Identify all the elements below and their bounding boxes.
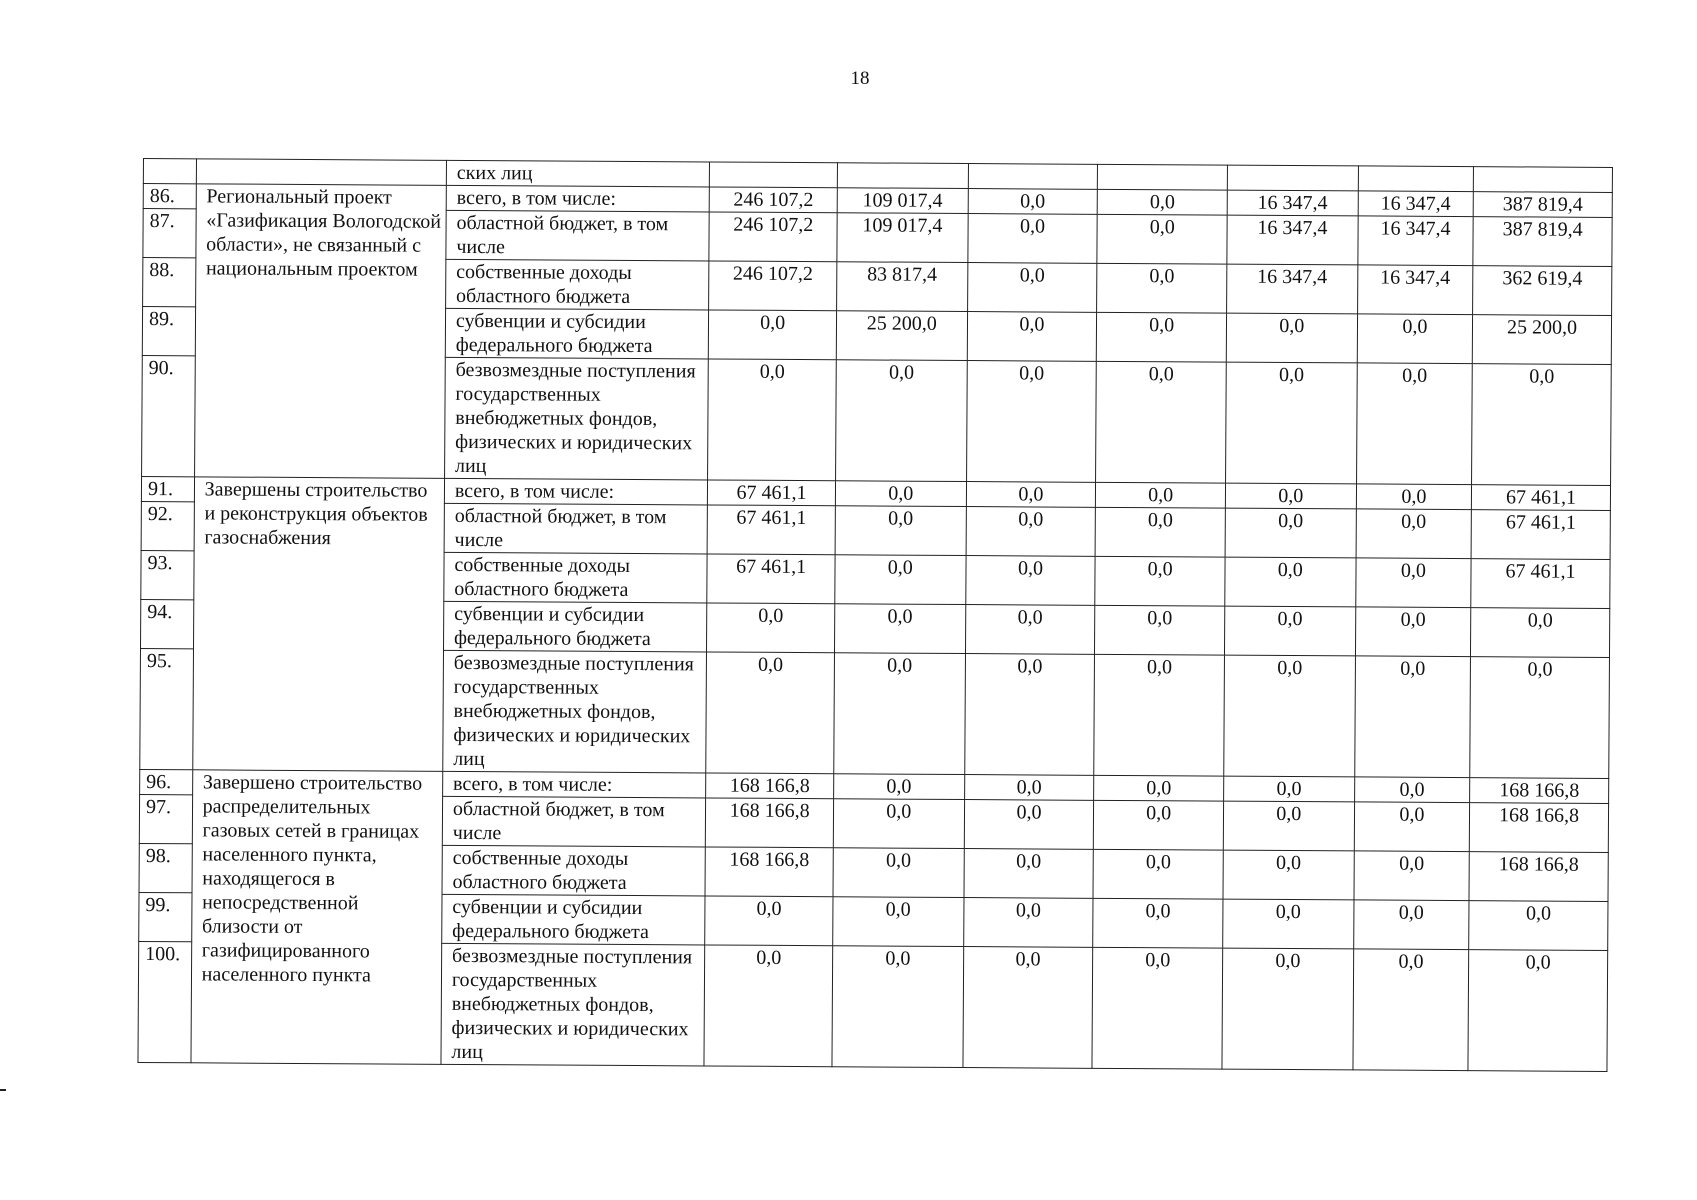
funding-source: собственные доходы областного бюджета xyxy=(442,845,706,896)
row-number: 93. xyxy=(141,550,194,599)
continuation-value-cell xyxy=(837,163,968,189)
amount-value xyxy=(833,799,964,849)
amount-text: 0,0 xyxy=(1017,557,1044,580)
funding-source: всего, в том числе: xyxy=(444,478,708,505)
amount-text: 0,0 xyxy=(1016,850,1042,873)
amount-value xyxy=(707,505,835,555)
total-value xyxy=(1472,364,1612,486)
amount-text: 0,0 xyxy=(1275,900,1301,924)
amount-value xyxy=(709,187,837,213)
amount-text: 0,0 xyxy=(1148,363,1174,386)
project-name: Региональный проект «Газификация Вологодской области», не связанный с национальным проектом xyxy=(194,184,446,479)
amount-text: 0,0 xyxy=(1149,314,1175,337)
amount-value xyxy=(1097,189,1227,215)
amount-value xyxy=(834,774,965,800)
row-number: 89. xyxy=(142,307,195,356)
amount-text: 0,0 xyxy=(1402,364,1428,387)
row-number: 98. xyxy=(139,843,192,892)
amount-text: 0,0 xyxy=(888,482,914,505)
amount-text: 0,0 xyxy=(888,507,914,530)
amount-text: 0,0 xyxy=(885,947,911,970)
row-number: 92. xyxy=(141,501,194,550)
budget-table xyxy=(137,158,1613,1072)
amount-text: 67 461,1 xyxy=(1505,560,1576,583)
amount-text: 0,0 xyxy=(756,946,782,969)
amount-text: 0,0 xyxy=(1147,607,1173,630)
margin-mark xyxy=(0,1089,6,1091)
amount-value xyxy=(967,312,1097,362)
page-number: 18 xyxy=(850,68,870,89)
amount-text: 362 619,4 xyxy=(1502,267,1583,290)
amount-text: 0,0 xyxy=(1147,509,1174,532)
amount-value xyxy=(968,214,1098,264)
amount-value xyxy=(1354,777,1470,803)
amount-value xyxy=(1357,314,1473,364)
row-number: 97. xyxy=(139,794,192,843)
amount-value xyxy=(965,556,1095,606)
amount-text: 0,0 xyxy=(757,653,784,676)
row-number: 86. xyxy=(143,184,196,209)
amount-text: 16 347,4 xyxy=(1380,192,1451,215)
amount-value xyxy=(708,480,836,506)
amount-text: 83 817,4 xyxy=(867,263,938,286)
amount-text: 0,0 xyxy=(1399,778,1425,801)
amount-text: 25 200,0 xyxy=(1507,316,1578,339)
amount-value xyxy=(966,361,1096,483)
amount-text: 168 166,8 xyxy=(729,848,810,872)
total-value xyxy=(1469,901,1608,951)
amount-text: 0,0 xyxy=(887,556,913,579)
amount-text: 0,0 xyxy=(1527,609,1553,632)
amount-text: 168 166,8 xyxy=(1499,779,1580,802)
funding-source: областной бюджет, в том числе xyxy=(446,210,710,261)
amount-value xyxy=(964,849,1094,899)
amount-text: 0,0 xyxy=(758,604,784,627)
amount-text: 0,0 xyxy=(1400,657,1426,680)
amount-text: 0,0 xyxy=(1146,656,1173,679)
row-number: 94. xyxy=(141,599,194,648)
amount-text: 109 017,4 xyxy=(862,189,943,212)
amount-text: 0,0 xyxy=(756,897,782,920)
amount-text: 16 347,4 xyxy=(1380,217,1451,240)
amount-text: 246 107,2 xyxy=(732,262,813,286)
amount-text: 16 347,4 xyxy=(1257,265,1328,289)
amount-text: 0,0 xyxy=(1401,485,1427,508)
amount-text: 0,0 xyxy=(1147,558,1173,581)
amount-text: 0,0 xyxy=(1146,777,1172,800)
amount-text: 25 200,0 xyxy=(866,312,937,335)
amount-text: 0,0 xyxy=(1149,265,1175,288)
amount-text: 67 461,1 xyxy=(736,555,807,579)
amount-text: 0,0 xyxy=(1275,851,1302,875)
amount-value xyxy=(968,189,1098,215)
amount-value xyxy=(1224,655,1355,777)
amount-text: 0,0 xyxy=(1015,948,1041,971)
amount-value xyxy=(1223,899,1354,949)
amount-value xyxy=(1223,850,1354,900)
amount-text: 0,0 xyxy=(885,849,912,872)
row-number: 96. xyxy=(140,769,193,794)
continuation-num-cell xyxy=(143,159,196,184)
amount-text: 0,0 xyxy=(1277,607,1303,631)
amount-text: 16 347,4 xyxy=(1380,266,1451,289)
amount-text: 0,0 xyxy=(1149,191,1175,214)
amount-value xyxy=(833,848,964,898)
budget-table-wrapper xyxy=(137,158,1613,1072)
amount-value xyxy=(837,213,968,263)
amount-text: 0,0 xyxy=(1400,608,1426,631)
amount-value xyxy=(835,481,966,507)
amount-text: 0,0 xyxy=(1145,851,1171,874)
funding-source: безвозмездные поступления государственных внебюджетных фондов, физических и юридических лиц xyxy=(443,650,707,773)
amount-value xyxy=(835,506,966,556)
amount-text: 0,0 xyxy=(759,360,785,383)
amount-value xyxy=(1356,509,1472,559)
amount-value xyxy=(706,652,834,774)
continuation-value-cell xyxy=(968,164,1098,190)
amount-value xyxy=(706,773,834,799)
amount-text: 0,0 xyxy=(1277,656,1303,680)
amount-text: 0,0 xyxy=(1015,899,1041,922)
amount-value xyxy=(963,898,1093,948)
continuation-value-cell xyxy=(1098,164,1228,190)
amount-value xyxy=(1226,362,1357,484)
amount-value xyxy=(835,360,966,482)
funding-source: всего, в том числе: xyxy=(446,185,710,212)
amount-text: 0,0 xyxy=(1019,264,1045,287)
amount-text: 109 017,4 xyxy=(862,214,943,237)
funding-source: собственные доходы областного бюджета xyxy=(445,259,709,310)
amount-value xyxy=(1358,191,1474,217)
amount-text: 0,0 xyxy=(888,361,915,384)
amount-value xyxy=(1354,656,1470,778)
amount-value xyxy=(1354,851,1470,901)
amount-text: 0,0 xyxy=(887,605,913,628)
amount-value xyxy=(1227,215,1358,265)
amount-value xyxy=(1094,775,1224,801)
amount-text: 0,0 xyxy=(1145,949,1171,972)
amount-text: 0,0 xyxy=(1146,802,1172,825)
amount-text: 246 107,2 xyxy=(733,213,814,237)
funding-source: всего, в том числе: xyxy=(443,771,707,798)
continuation-value-cell xyxy=(1227,165,1358,191)
amount-value xyxy=(963,947,1093,1069)
total-value xyxy=(1473,217,1612,267)
amount-text: 0,0 xyxy=(1275,949,1301,973)
amount-text: 0,0 xyxy=(1018,483,1044,506)
amount-value xyxy=(1093,849,1223,899)
amount-value xyxy=(833,897,964,947)
amount-value xyxy=(1353,900,1469,950)
amount-text: 168 166,8 xyxy=(729,799,810,823)
amount-value xyxy=(1222,948,1353,1070)
amount-text: 0,0 xyxy=(1398,901,1424,924)
row-number: 87. xyxy=(143,209,196,258)
amount-value xyxy=(836,311,967,361)
amount-value xyxy=(832,946,963,1068)
amount-value xyxy=(708,359,836,481)
funding-source: субвенции и субсидии федерального бюджета xyxy=(442,894,706,945)
amount-value xyxy=(1095,605,1225,655)
amount-value xyxy=(1227,264,1358,314)
total-value xyxy=(1470,778,1609,804)
continuation-name-cell xyxy=(196,159,446,186)
amount-value xyxy=(1093,898,1223,948)
continuation-value-cell xyxy=(710,162,838,188)
amount-text: 0,0 xyxy=(1149,216,1175,239)
amount-value xyxy=(964,775,1094,801)
amount-text: 0,0 xyxy=(886,800,912,823)
amount-value xyxy=(1094,800,1224,850)
amount-text: 0,0 xyxy=(1399,852,1425,875)
continuation-value-cell xyxy=(1358,166,1474,192)
total-value xyxy=(1472,315,1611,365)
row-number: 95. xyxy=(140,648,193,769)
amount-value xyxy=(1092,947,1222,1069)
amount-value xyxy=(1096,361,1226,483)
total-value xyxy=(1471,559,1610,609)
amount-text: 0,0 xyxy=(1020,190,1046,213)
amount-text: 0,0 xyxy=(1529,365,1555,388)
amount-value xyxy=(1225,557,1356,607)
amount-text: 16 347,4 xyxy=(1257,191,1328,215)
total-value xyxy=(1473,266,1612,316)
amount-text: 0,0 xyxy=(887,654,913,677)
funding-source: безвозмездные поступления государственных внебюджетных фондов, физических и юридических лиц xyxy=(441,943,705,1066)
amount-text: 0,0 xyxy=(1020,215,1046,238)
amount-text: 0,0 xyxy=(1148,484,1174,507)
amount-value xyxy=(1353,949,1469,1071)
total-value xyxy=(1469,852,1608,902)
amount-value xyxy=(1356,363,1472,485)
amount-text: 0,0 xyxy=(1145,900,1171,923)
amount-text: 0,0 xyxy=(1399,803,1425,826)
amount-text: 0,0 xyxy=(1527,658,1553,681)
amount-value xyxy=(1356,484,1472,510)
table-body xyxy=(138,159,1612,1072)
funding-source: областной бюджет, в том числе xyxy=(444,503,708,554)
row-number: 88. xyxy=(143,258,196,307)
row-number: 91. xyxy=(141,476,194,501)
project-name: Завершено строительство распределительных газовых сетей в границах населенного пункта, находящегося в непосредственной близости от газифицированного населенного пункта xyxy=(191,770,443,1065)
amount-text: 0,0 xyxy=(1276,802,1302,826)
amount-value xyxy=(837,262,968,312)
total-value xyxy=(1471,510,1610,560)
amount-text: 0,0 xyxy=(1525,902,1552,925)
amount-value xyxy=(834,604,965,654)
funding-source: субвенции и субсидии федерального бюджета xyxy=(445,308,709,359)
amount-value xyxy=(1226,313,1357,363)
amount-text: 0,0 xyxy=(885,898,911,921)
amount-value xyxy=(837,188,968,214)
amount-text: 168 166,8 xyxy=(729,774,810,798)
amount-text: 168 166,8 xyxy=(1498,853,1579,876)
amount-value xyxy=(1225,483,1356,509)
total-value xyxy=(1469,803,1608,853)
amount-text: 0,0 xyxy=(1401,510,1427,533)
amount-value xyxy=(1097,312,1227,362)
amount-value xyxy=(1357,265,1473,315)
amount-text: 0,0 xyxy=(1277,558,1303,582)
amount-value xyxy=(1097,214,1227,264)
amount-value xyxy=(1355,558,1471,608)
total-value xyxy=(1473,192,1612,218)
amount-value xyxy=(835,555,966,605)
amount-text: 0,0 xyxy=(1279,314,1305,338)
amount-text: 16 347,4 xyxy=(1257,216,1328,240)
amount-text: 0,0 xyxy=(1016,801,1042,824)
amount-value xyxy=(966,507,1096,557)
row-number: 90. xyxy=(142,355,195,476)
amount-value xyxy=(1095,556,1225,606)
amount-text: 0,0 xyxy=(1019,362,1045,385)
total-value xyxy=(1468,950,1608,1072)
amount-text: 0,0 xyxy=(1278,484,1304,508)
amount-value xyxy=(1094,654,1224,776)
amount-value xyxy=(705,896,833,946)
amount-text: 168 166,8 xyxy=(1499,804,1580,827)
amount-value xyxy=(1225,508,1356,558)
amount-value xyxy=(709,212,837,262)
amount-text: 67 461,1 xyxy=(736,481,807,505)
amount-text: 0,0 xyxy=(1278,363,1305,387)
amount-value xyxy=(834,653,965,775)
funding-source: безвозмездные поступления государственных внебюджетных фондов, физических и юридических лиц xyxy=(444,357,708,480)
amount-value xyxy=(1096,482,1226,508)
amount-text: 67 461,1 xyxy=(1505,486,1577,509)
amount-value xyxy=(1354,802,1470,852)
amount-value xyxy=(964,800,1094,850)
amount-text: 0,0 xyxy=(1016,776,1042,799)
amount-text: 0,0 xyxy=(1017,606,1043,629)
project-name: Завершены строительство и реконструкция объектов газоснабжения xyxy=(192,477,444,772)
amount-value xyxy=(965,605,1095,655)
amount-value xyxy=(1223,801,1354,851)
amount-text: 0,0 xyxy=(1400,559,1426,582)
row-number: 99. xyxy=(139,892,192,941)
amount-text: 0,0 xyxy=(1018,508,1044,531)
amount-value xyxy=(967,263,1097,313)
total-value xyxy=(1472,485,1611,511)
amount-value xyxy=(705,847,833,897)
amount-text: 246 107,2 xyxy=(733,188,814,212)
amount-value xyxy=(966,482,1096,508)
amount-value xyxy=(709,261,837,311)
amount-text: 0,0 xyxy=(886,775,912,798)
continuation-value-cell xyxy=(1473,167,1612,193)
funding-source: субвенции и субсидии федерального бюджета xyxy=(443,601,707,652)
amount-text: 0,0 xyxy=(1276,777,1302,801)
amount-value xyxy=(1358,216,1474,266)
amount-text: 0,0 xyxy=(1398,950,1424,973)
amount-text: 0,0 xyxy=(1017,655,1043,678)
amount-value xyxy=(707,554,835,604)
amount-value xyxy=(707,603,835,653)
amount-value xyxy=(704,945,832,1067)
amount-text: 67 461,1 xyxy=(736,506,807,530)
amount-value xyxy=(1097,263,1227,313)
amount-text: 0,0 xyxy=(1019,313,1045,336)
amount-value xyxy=(1227,190,1358,216)
funding-source: областной бюджет, в том числе xyxy=(442,796,706,847)
amount-value xyxy=(709,310,837,360)
amount-text: 0,0 xyxy=(760,311,786,334)
amount-text: 67 461,1 xyxy=(1505,511,1576,534)
funding-source: собственные доходы областного бюджета xyxy=(444,552,708,603)
amount-text: 387 819,4 xyxy=(1502,193,1583,216)
amount-value xyxy=(1224,776,1355,802)
amount-value xyxy=(1095,507,1225,557)
amount-value xyxy=(1355,607,1471,657)
amount-text: 387 819,4 xyxy=(1502,218,1583,241)
amount-text: 0,0 xyxy=(1402,315,1428,338)
amount-value xyxy=(1224,606,1355,656)
row-number: 100. xyxy=(138,941,191,1062)
total-value xyxy=(1470,657,1610,779)
amount-value xyxy=(964,654,1094,776)
continuation-source-cell: ских лиц xyxy=(446,160,710,187)
amount-value xyxy=(706,798,834,848)
amount-text: 0,0 xyxy=(1278,509,1304,533)
amount-text: 0,0 xyxy=(1525,951,1551,974)
total-value xyxy=(1471,608,1610,658)
